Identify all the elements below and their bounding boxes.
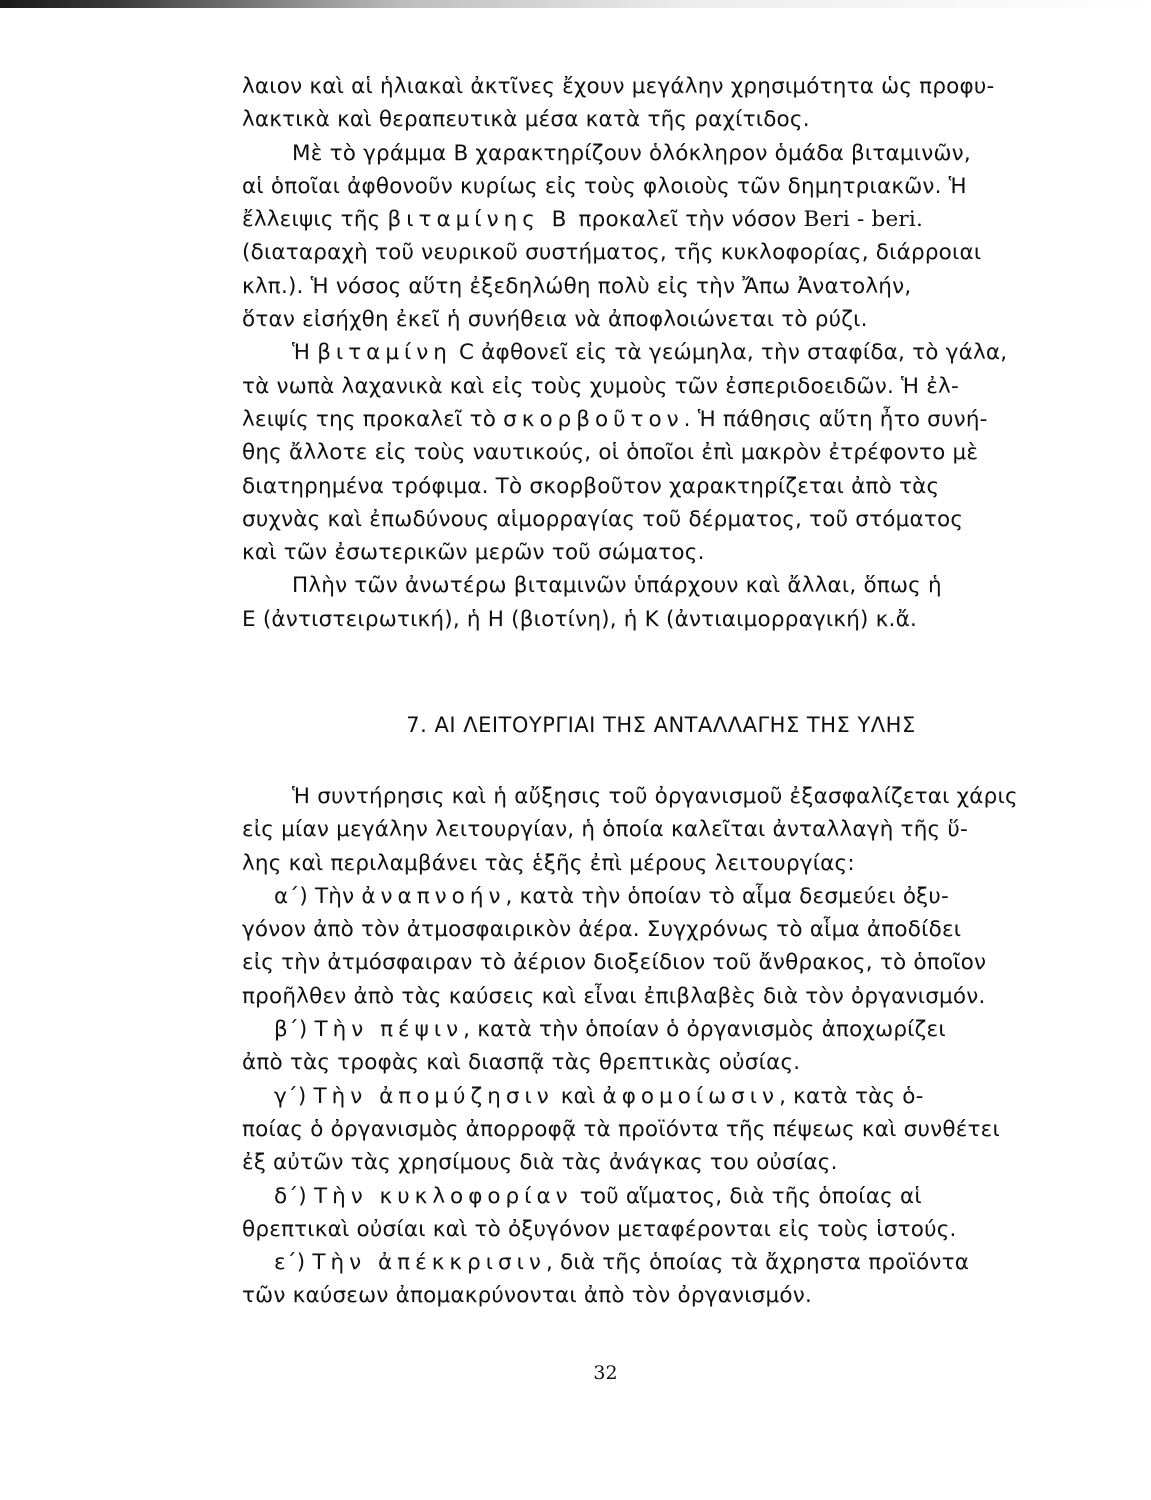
text-line: θης ἄλλοτε εἰς τοὺς ναυτικούς, οἱ ὁποῖοι ἐπὶ μακρὸν ἐτρέφοντο μὲ [242, 440, 979, 466]
text-fragment: λειψίς της προκαλεῖ τὸ [242, 406, 504, 432]
emphasis-term: σκορβοῦτον [503, 406, 684, 432]
item-label: δ΄) [274, 1183, 314, 1209]
list-item-d [242, 1180, 1080, 1213]
latin-term: Beri - beri. [803, 207, 924, 233]
text-line: διατηρημένα τρόφιμα. Τὸ σκορβοῦτον χαρακτηρίζεται ἀπὸ τὰς [242, 473, 940, 499]
text-fragment: , κατὰ τὴν ὁποίαν ὁ ὀργανισμὸς ἀποχωρίζει [463, 1017, 946, 1043]
text-line [242, 203, 1080, 236]
emphasis-term: Τὴν πέψιν [314, 1017, 464, 1043]
page-number: 32 [593, 1362, 618, 1384]
list-item-e [242, 1246, 1080, 1279]
text-line: θρεπτικαὶ οὐσίαι καὶ τὸ ὀξυγόνον μεταφέρονται εἰς τοὺς ἱστούς. [242, 1216, 957, 1242]
text-line: (διαταραχὴ τοῦ νευρικοῦ συστήματος, τῆς κυκλοφορίας, διάρροιαι [242, 240, 982, 266]
text-line: προῆλθεν ἀπὸ τὰς καύσεις καὶ εἶναι ἐπιβλαβὲς διὰ τὸν ὀργανισμόν. [242, 983, 986, 1009]
text-fragment: τοῦ αἵματος, διὰ τῆς ὁποίας αἱ [572, 1183, 922, 1209]
text-line: λαιον καὶ αἱ ἡλιακαὶ ἀκτῖνες ἔχουν μεγάλην χρησιμότητα ὡς προφυ- [242, 74, 995, 99]
text-line: ὅταν εἰσήχθη ἐκεῖ ἡ συνήθεια νὰ ἀποφλοιώνεται τὸ ρύζι. [242, 307, 868, 333]
item-label: β΄) [274, 1017, 315, 1043]
emphasis-term: Τὴν κυκλοφορίαν [313, 1183, 573, 1209]
text-line: κλπ.). Ἡ νόσος αὕτη ἐξεδηλώθη πολὺ εἰς τὴν Ἄπω Ἀνατολήν, [242, 273, 912, 299]
text-line: Πλὴν τῶν ἀνωτέρω βιταμινῶν ὑπάρχουν καὶ ἄλλαι, ὅπως ἡ [292, 573, 942, 599]
text-fragment: καὶ [553, 1083, 603, 1109]
emphasis-term: βιταμίνης Β [387, 207, 572, 233]
emphasis-term: βιταμίνη [317, 340, 452, 366]
text-fragment: προκαλεῖ τὴν νόσον [571, 207, 804, 233]
text-line: ἐξ αὐτῶν τὰς χρησίμους διὰ τὰς ἀνάγκας του οὐσίας. [242, 1150, 838, 1176]
emphasis-term: Τὴν ἀπομύζησιν [313, 1083, 554, 1109]
emphasis-term: ἀναπνοήν [361, 883, 506, 909]
text-line: ἀπὸ τὰς τροφὰς καὶ διασπᾷ τὰς θρεπτικὰς οὐσίας. [242, 1050, 801, 1076]
text-line: Ἡ συντήρησις καὶ ἡ αὔξησις τοῦ ὀργανισμοῦ ἐξασφαλίζεται χάρις [292, 784, 1018, 809]
list-item-c [242, 1080, 1080, 1113]
text-fragment: , κατὰ τὴν ὁποίαν τὸ αἷμα δεσμεύει ὀξυ- [505, 883, 949, 909]
item-label: α΄) Τὴν [274, 883, 362, 909]
text-line: Ε (ἀντιστειρωτική), ἡ Η (βιοτίνη), ἡ Κ (ἀντιαιμορραγική) κ.ἄ. [242, 606, 917, 632]
text-line: λακτικὰ καὶ θεραπευτικὰ μέσα κατὰ τῆς ραχίτιδος. [242, 107, 810, 133]
text-fragment: ἔλλειψις τῆς [242, 207, 381, 233]
metabolism-text [242, 780, 1080, 1313]
emphasis-term: ἀφομοίωσιν [602, 1083, 780, 1109]
item-label: γ΄) [274, 1083, 314, 1109]
text-fragment: , κατὰ τὰς ὁ- [779, 1083, 924, 1109]
section-heading: 7. ΑΙ ΛΕΙΤΟΥΡΓΙΑΙ ΤΗΣ ΑΝΤΑΛΛΑΓΗΣ ΤΗΣ ΥΛΗΣ [406, 713, 916, 737]
text-line: λης καὶ περιλαμβάνει τὰς ἑξῆς ἐπὶ μέρους λειτουργίας: [242, 850, 855, 876]
text-line: καὶ τῶν ἐσωτερικῶν μερῶν τοῦ σώματος. [242, 540, 705, 566]
text-line: Μὲ τὸ γράμμα Β χαρακτηρίζουν ὁλόκληρον ὁμάδα βιταμινῶν, [292, 140, 971, 166]
vitamins-text [242, 70, 1080, 636]
text-line: εἰς μίαν μεγάλην λειτουργίαν, ἡ ὁποία καλεῖται ἀνταλλαγὴ τῆς ὕ- [242, 817, 968, 843]
text-fragment: . Ἡ πάθησις αὕτη ἦτο συνή- [683, 406, 988, 432]
item-label: ε΄) [274, 1250, 313, 1276]
list-item-a [242, 880, 1080, 913]
text-line: ποίας ὁ ὀργανισμὸς ἀπορροφᾷ τὰ προϊόντα τῆς πέψεως καὶ συνθέτει [242, 1116, 1000, 1142]
text-line: αἱ ὁποῖαι ἀφθονοῦν κυρίως εἰς τοὺς φλοιοὺς τῶν δημητριακῶν. Ἡ [242, 173, 967, 199]
text-line: εἰς τὴν ἀτμόσφαιραν τὸ ἀέριον διοξείδιον τοῦ ἄνθρακος, τὸ ὁποῖον [242, 950, 987, 976]
emphasis-term: Τὴν ἀπέκκρισιν [312, 1250, 546, 1276]
scan-top-edge [0, 0, 1151, 8]
text-line: συχνὰς καὶ ἐπωδύνους αἱμορραγίας τοῦ δέρματος, τοῦ στόματος [242, 506, 964, 532]
text-fragment: C ἀφθονεῖ εἰς τὰ γεώμηλα, τὴν σταφίδα, τὸ γάλα, [451, 340, 1008, 366]
text-line: τῶν καύσεων ἀπομακρύνονται ἀπὸ τὸν ὀργανισμόν. [242, 1283, 812, 1309]
text-line [242, 403, 1080, 436]
text-fragment: Ἡ [292, 340, 318, 366]
text-fragment: , διὰ τῆς ὁποίας τὰ ἄχρηστα προϊόντα [545, 1250, 970, 1276]
text-line [242, 336, 1080, 369]
text-line: τὰ νωπὰ λαχανικὰ καὶ εἰς τοὺς χυμοὺς τῶν ἐσπεριδοειδῶν. Ἡ ἐλ- [242, 373, 959, 399]
text-line: γόνον ἀπὸ τὸν ἀτμοσφαιρικὸν ἀέρα. Συγχρόνως τὸ αἷμα ἀποδίδει [242, 917, 962, 943]
list-item-b [242, 1013, 1080, 1046]
